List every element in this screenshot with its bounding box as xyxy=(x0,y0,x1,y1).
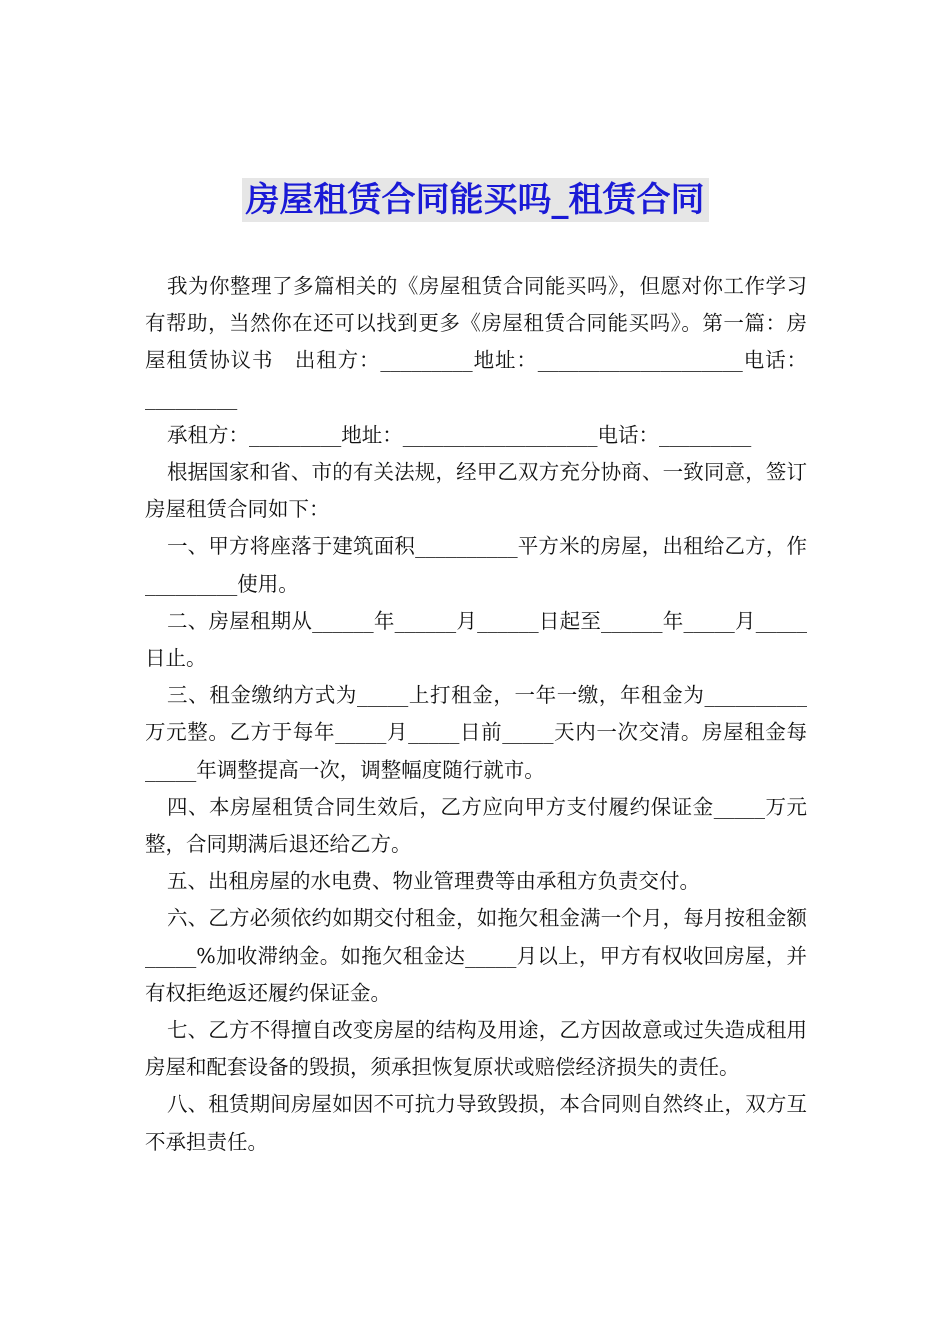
clause-4: 四、本房屋租赁合同生效后，乙方应向甲方支付履约保证金_____万元整，合同期满后退还给乙方。 xyxy=(145,794,807,857)
paragraph-basis: 根据国家和省、市的有关法规，经甲乙双方充分协商、一致同意，签订房屋租赁合同如下： xyxy=(145,460,807,522)
clause-8: 八、租赁期间房屋如因不可抗力导致毁损，本合同则自然终止，双方互不承担责任。 xyxy=(145,1092,807,1154)
clause-6: 六、乙方必须依约如期交付租金，如拖欠租金满一个月，每月按租金额_____%加收滞纳金。如拖欠租金达_____月以上，甲方有权收回房屋，并有权拒绝返还履约保证金。 xyxy=(145,906,807,1005)
clause-7: 七、乙方不得擅自改变房屋的结构及用途，乙方因故意或过失造成租用房屋和配套设备的毁损，须承担恢复原状或赔偿经济损失的责任。 xyxy=(145,1018,807,1080)
clause-2: 二、房屋租期从______年______月______日起至______年_____月_____日止。 xyxy=(145,608,807,671)
clause-1: 一、甲方将座落于建筑面积__________平方米的房屋，出租给乙方，作_________使用。 xyxy=(145,534,807,596)
paragraph-lessee: 承租方：_________地址：___________________电话：_________ xyxy=(167,422,752,447)
document-title: 房屋租赁合同能买吗_租赁合同 xyxy=(242,178,709,222)
document-body xyxy=(145,268,807,1161)
clause-5: 五、出租房屋的水电费、物业管理费等由承租方负责交付。 xyxy=(167,869,700,894)
title-container xyxy=(0,178,950,222)
paragraph-intro: 我为你整理了多篇相关的《房屋租赁合同能买吗》，但愿对你工作学习有帮助，当然你在还可以找到更多《房屋租赁合同能买吗》。第一篇：房屋租赁协议书 出租方：_________地址：____________________电话：_________ xyxy=(145,274,807,410)
clause-3: 三、租金缴纳方式为_____上打租金，一年一缴，年租金为__________万元整。乙方于每年_____月_____日前_____天内一次交清。房屋租金每_____年调整提高一次，调整幅度随行就市。 xyxy=(145,683,807,782)
